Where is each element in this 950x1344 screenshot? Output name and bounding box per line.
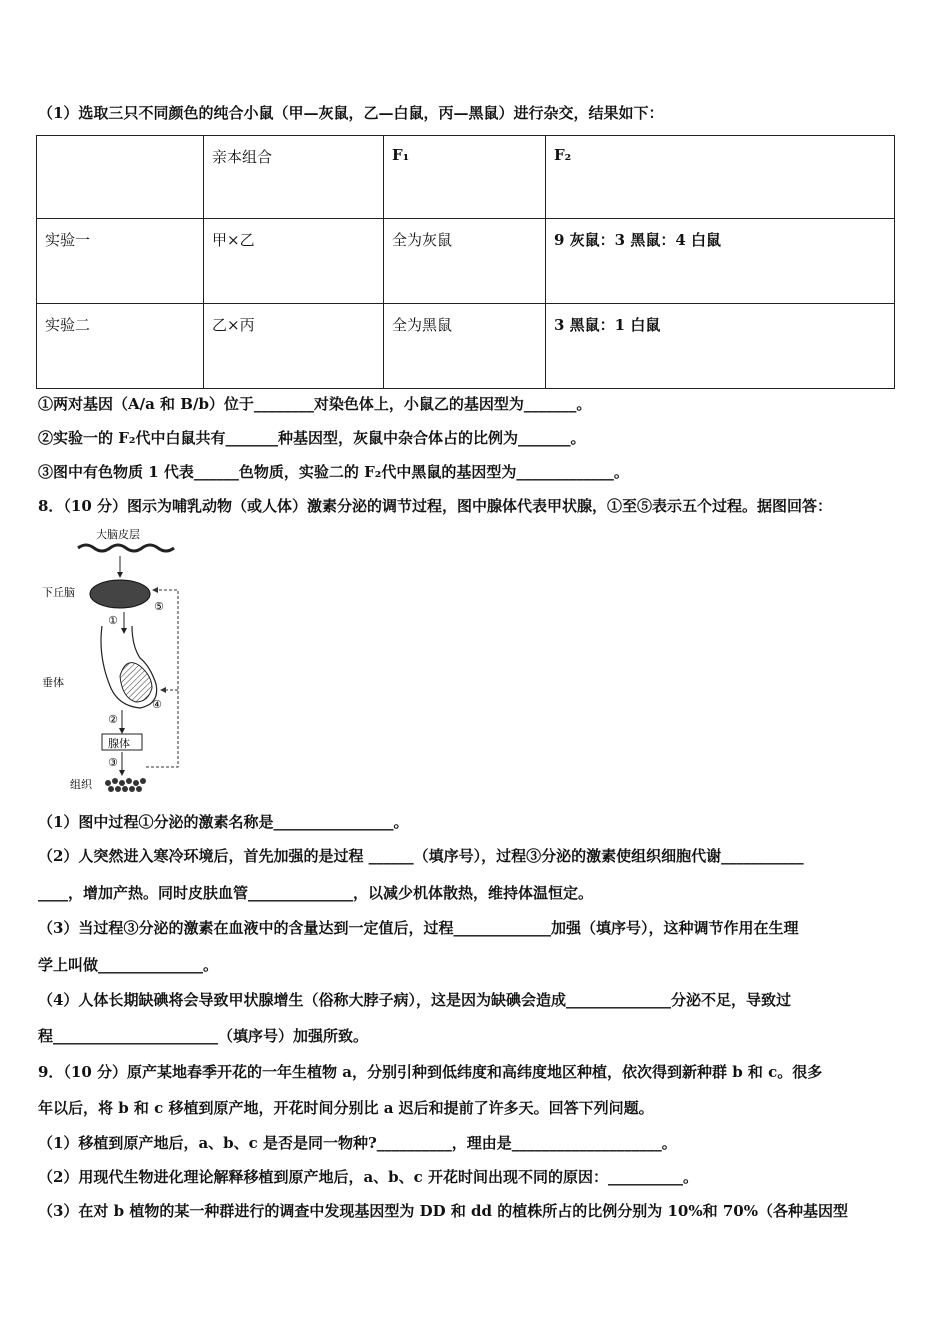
tissue-label: 组织 <box>70 778 92 791</box>
arrowhead <box>160 687 166 693</box>
arrowhead <box>121 628 127 634</box>
q7-item: ②实验一的 F₂代中白鼠共有_______种基因型，灰鼠中杂合体占的比例为_______。 <box>38 429 586 447</box>
q8-item: 学上叫做______________。 <box>38 956 219 974</box>
q8-item: （4）人体长期缺碘将会导致甲状腺增生（俗称大脖子病），这是因为缺碘会造成______________分泌不足，导致过 <box>38 991 791 1009</box>
table-header-cell <box>37 136 204 219</box>
q8-title: 8．（10 分）图示为哺乳动物（或人体）激素分泌的调节过程，图中腺体代表甲状腺，①至⑤表示五个过程。据图回答： <box>38 497 833 515</box>
table-cell: 全为灰鼠 <box>384 219 546 304</box>
table-header-row <box>37 136 895 219</box>
table-header-cell: F₂ <box>546 136 895 219</box>
cortex-label: 大脑皮层 <box>96 528 140 541</box>
q9-title: 9．（10 分）原产某地春季开花的一年生植物 a，分别引种到低纬度和高纬度地区种植，依次得到新种群 b 和 c。很多 <box>38 1063 823 1081</box>
arrowhead <box>152 587 158 593</box>
process-1-label: ① <box>108 614 118 627</box>
q8-item: （2）人突然进入寒冷环境后，首先加强的是过程 ______（填序号），过程③分泌的激素使组织细胞代谢___________ <box>38 847 804 865</box>
table-row <box>37 219 895 304</box>
q8-item: ____，增加产热。同时皮肤血管______________，以减少机体散热，维持体温恒定。 <box>38 884 594 902</box>
table-cell: 乙×丙 <box>204 304 384 389</box>
q8-item: （3）当过程③分泌的激素在血液中的含量达到一定值后，过程_____________加强（填序号），这种调节作用在生理 <box>38 919 799 937</box>
arrowhead <box>119 770 125 776</box>
q7-intro: （1）选取三只不同颜色的纯合小鼠（甲—灰鼠，乙—白鼠，丙—黑鼠）进行杂交，结果如下： <box>38 104 664 122</box>
process-4-label: ④ <box>152 698 162 711</box>
q9-item: （2）用现代生物进化理论解释移植到原产地后，a、b、c 开花时间出现不同的原因：__________。 <box>38 1168 699 1186</box>
q7-item: ③图中有色物质 1 代表______色物质，实验二的 F₂代中黑鼠的基因型为_____________。 <box>38 463 629 481</box>
table-header-cell: F₁ <box>384 136 546 219</box>
arrowhead <box>117 572 123 578</box>
table-cell: 3 黑鼠：1 白鼠 <box>546 304 895 389</box>
table-cell: 甲×乙 <box>204 219 384 304</box>
gland-label: 腺体 <box>108 737 130 750</box>
table-cell: 实验二 <box>37 304 204 389</box>
q7-item: ①两对基因（A/a 和 B/b）位于________对染色体上，小鼠乙的基因型为_______。 <box>38 395 592 413</box>
q9-item: （1）移植到原产地后，a、b、c 是否是同一物种?__________，理由是____________________。 <box>38 1134 677 1152</box>
table-cell: 9 灰鼠：3 黑鼠：4 白鼠 <box>546 219 895 304</box>
q8-item: 程______________________（填序号）加强所致。 <box>38 1027 369 1045</box>
table-header-cell: 亲本组合 <box>204 136 384 219</box>
process-5-label: ⑤ <box>154 600 164 613</box>
experiment-table <box>36 135 895 389</box>
q9-item: （3）在对 b 植物的某一种群进行的调查中发现基因型为 DD 和 dd 的植株所占的比例分别为 10%和 70%（各种基因型 <box>38 1202 848 1220</box>
pituitary-lobe <box>120 663 152 702</box>
table-row <box>37 304 895 389</box>
hypothalamus-shape <box>90 580 150 608</box>
hormone-regulation-diagram <box>40 526 190 794</box>
feedback-line-5 <box>146 590 178 767</box>
q8-item: （1）图中过程①分泌的激素名称是________________。 <box>38 813 409 831</box>
tissue-cells <box>105 778 146 792</box>
cortex-shape <box>78 545 174 551</box>
arrowhead <box>119 728 125 734</box>
process-2-label: ② <box>108 713 118 726</box>
pituitary-label: 垂体 <box>42 676 64 689</box>
q9-title: 年以后，将 b 和 c 移植到原产地，开花时间分别比 a 迟后和提前了许多天。回答下列问题。 <box>38 1099 654 1117</box>
table-cell: 实验一 <box>37 219 204 304</box>
process-3-label: ③ <box>108 756 118 769</box>
hypothalamus-label: 下丘脑 <box>42 586 75 599</box>
table-cell: 全为黑鼠 <box>384 304 546 389</box>
